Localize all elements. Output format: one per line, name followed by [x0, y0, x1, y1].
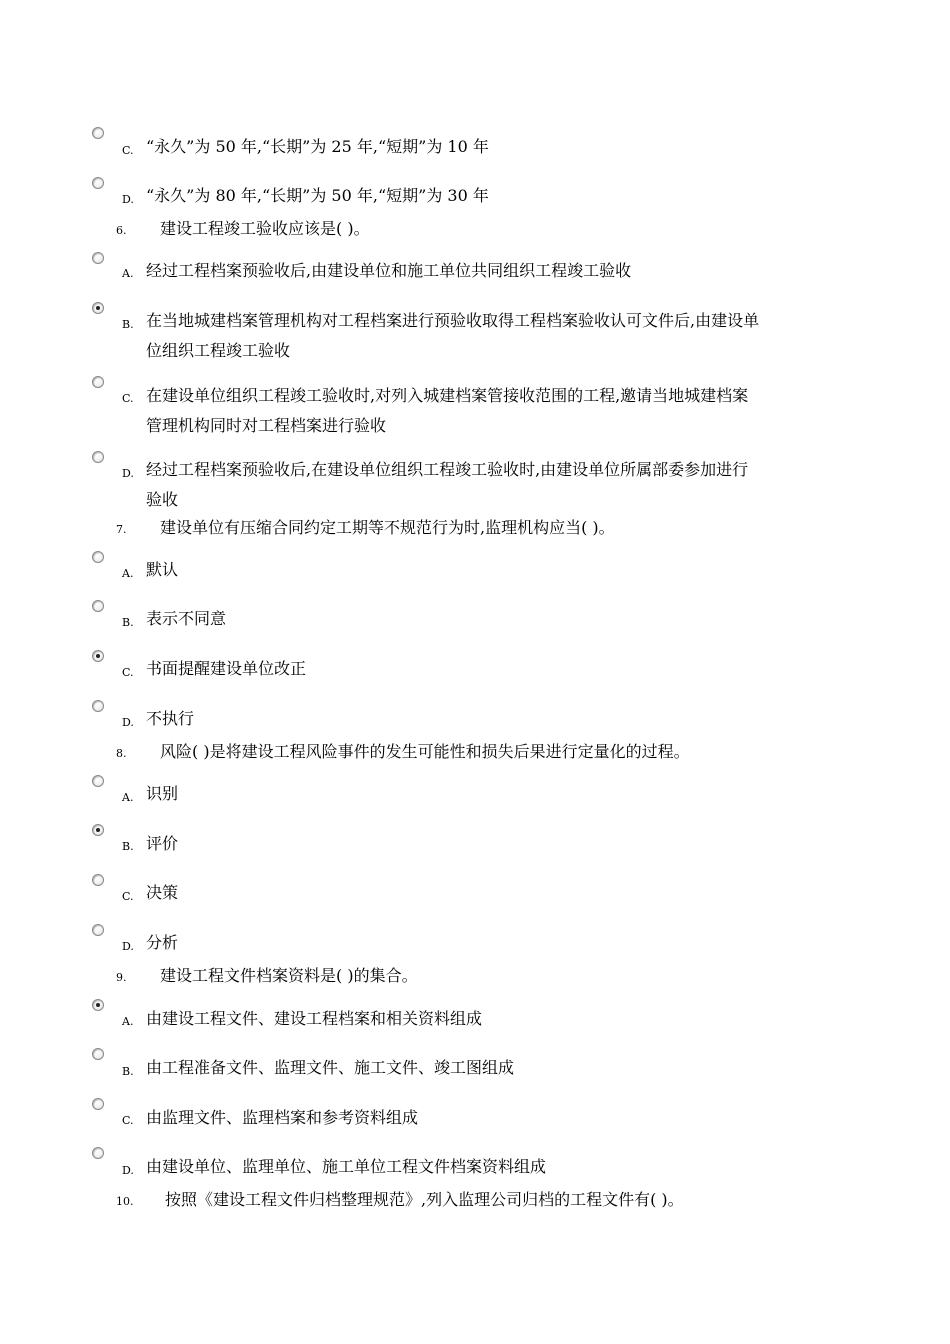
q7-option-a-letter: A.	[122, 567, 134, 580]
q8-question-text: 风险( )是将建设工程风险事件的发生可能性和损失后果进行定量化的过程。	[160, 742, 690, 761]
q7-option-b-text: 表示不同意	[146, 609, 227, 628]
q6-option-d-text-line-2: 验收	[146, 490, 179, 509]
q7-option-d-radio[interactable]	[92, 700, 104, 712]
q6-option-a-text: 经过工程档案预验收后,由建设单位和施工单位共同组织工程竣工验收	[146, 261, 632, 280]
q6-option-b-radio[interactable]	[92, 302, 104, 314]
q9-question-text: 建设工程文件档案资料是( )的集合。	[160, 966, 418, 985]
q9-option-c-radio[interactable]	[92, 1098, 104, 1110]
q7-option-c-text: 书面提醒建设单位改正	[146, 659, 307, 678]
q8-number: 8.	[116, 747, 127, 760]
q9-option-c-text: 由监理文件、监理档案和参考资料组成	[146, 1108, 419, 1127]
q8-option-a-radio[interactable]	[92, 775, 104, 787]
q9-option-d-text: 由建设单位、监理单位、施工单位工程文件档案资料组成	[146, 1157, 547, 1176]
q6-option-c-text-line-2: 管理机构同时对工程档案进行验收	[146, 416, 387, 435]
q9-option-b-radio[interactable]	[92, 1048, 104, 1060]
q6-option-b-letter: B.	[122, 318, 134, 331]
q5-option-c-letter: C.	[122, 144, 134, 157]
q6-option-c-radio[interactable]	[92, 376, 104, 388]
q7-option-d-text: 不执行	[146, 709, 195, 728]
q6-option-a-radio[interactable]	[92, 252, 104, 264]
q5-option-c-radio[interactable]	[92, 127, 104, 139]
q9-option-a-radio[interactable]	[92, 999, 104, 1011]
q5-option-d-letter: D.	[122, 193, 134, 206]
q10-number: 10.	[116, 1195, 134, 1208]
q8-option-c-text: 决策	[146, 883, 179, 902]
q5-option-d-text: “永久”为 80 年,“长期”为 50 年,“短期”为 30 年	[146, 186, 489, 205]
q6-option-c-text-line-1: 在建设单位组织工程竣工验收时,对列入城建档案管接收范围的工程,邀请当地城建档案	[146, 386, 749, 405]
q7-option-b-letter: B.	[122, 616, 134, 629]
q9-option-d-radio[interactable]	[92, 1147, 104, 1159]
q8-option-d-radio[interactable]	[92, 924, 104, 936]
q6-option-b-text-line-2: 位组织工程竣工验收	[146, 341, 291, 360]
q8-option-a-text: 识别	[146, 784, 179, 803]
q8-option-d-text: 分析	[146, 933, 179, 952]
q5-option-d-radio[interactable]	[92, 177, 104, 189]
q6-option-d-text-line-1: 经过工程档案预验收后,在建设单位组织工程竣工验收时,由建设单位所属部委参加进行	[146, 460, 749, 479]
q7-option-c-radio[interactable]	[92, 650, 104, 662]
q8-option-b-letter: B.	[122, 840, 134, 853]
q6-option-b-text-line-1: 在当地城建档案管理机构对工程档案进行预验收取得工程档案验收认可文件后,由建设单	[146, 311, 760, 330]
q6-option-d-radio[interactable]	[92, 451, 104, 463]
q5-option-c-text: “永久”为 50 年,“长期”为 25 年,“短期”为 10 年	[146, 137, 489, 156]
q7-option-b-radio[interactable]	[92, 600, 104, 612]
q9-option-a-text: 由建设工程文件、建设工程档案和相关资料组成	[146, 1009, 483, 1028]
q8-option-c-letter: C.	[122, 890, 134, 903]
q10-question-text: 按照《建设工程文件归档整理规范》,列入监理公司归档的工程文件有( )。	[165, 1190, 684, 1209]
q7-option-d-letter: D.	[122, 716, 134, 729]
q7-option-c-letter: C.	[122, 666, 134, 679]
q9-option-b-text: 由工程准备文件、监理文件、施工文件、竣工图组成	[146, 1058, 515, 1077]
q9-option-b-letter: B.	[122, 1065, 134, 1078]
q6-question-text: 建设工程竣工验收应该是( )。	[160, 219, 370, 238]
q7-option-a-text: 默认	[146, 560, 179, 579]
q9-option-c-letter: C.	[122, 1114, 134, 1127]
q6-number: 6.	[116, 224, 127, 237]
q6-option-c-letter: C.	[122, 392, 134, 405]
q6-option-d-letter: D.	[122, 467, 134, 480]
q7-question-text: 建设单位有压缩合同约定工期等不规范行为时,监理机构应当( )。	[160, 518, 615, 537]
q7-option-a-radio[interactable]	[92, 551, 104, 563]
q6-option-a-letter: A.	[122, 267, 134, 280]
q8-option-a-letter: A.	[122, 791, 134, 804]
q8-option-b-text: 评价	[146, 834, 179, 853]
q8-option-d-letter: D.	[122, 940, 134, 953]
q9-number: 9.	[116, 971, 127, 984]
q9-option-d-letter: D.	[122, 1164, 134, 1177]
q7-number: 7.	[116, 523, 127, 536]
q8-option-c-radio[interactable]	[92, 874, 104, 886]
q8-option-b-radio[interactable]	[92, 824, 104, 836]
q9-option-a-letter: A.	[122, 1015, 134, 1028]
